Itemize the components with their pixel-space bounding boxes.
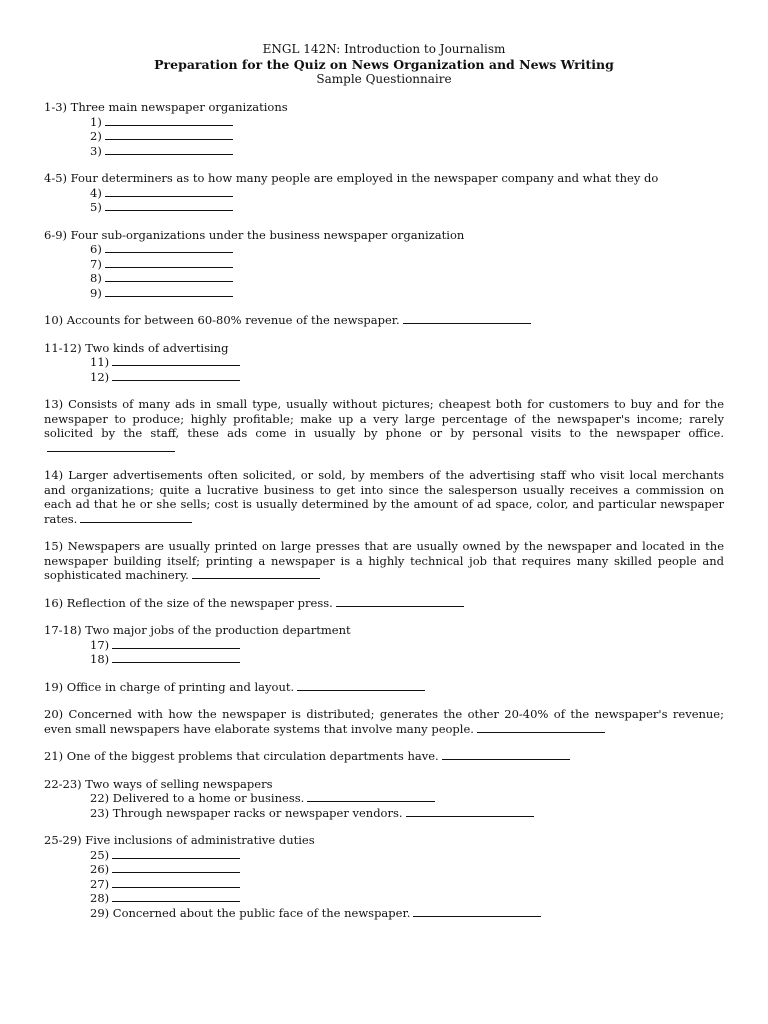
answer-line: 9)	[44, 286, 724, 301]
answer-blank[interactable]	[477, 731, 605, 733]
answer-blank[interactable]	[112, 871, 240, 873]
document-subtitle: Sample Questionnaire	[316, 72, 452, 86]
answer-blank[interactable]	[105, 251, 233, 253]
question-15	[44, 539, 724, 583]
answer-blank[interactable]	[112, 647, 240, 649]
question-prompt: 6-9) Four sub-organizations under the business newspaper organization	[44, 227, 465, 242]
question-prompt: 15) Newspapers are usually printed on large presses that are usually owned by the newspaper and located in the newspaper building itself; printing a newspaper is a highly technical job that requires many skilled people and sophisticated machinery.	[44, 539, 724, 582]
answer-line: 3)	[44, 144, 724, 159]
answer-line: 23) Through newspaper racks or newspaper vendors.	[44, 806, 724, 821]
answer-line: 25)	[44, 848, 724, 863]
question-19	[44, 680, 724, 695]
question-prompt: 22-23) Two ways of selling newspapers	[44, 776, 273, 791]
answer-blank[interactable]	[112, 886, 240, 888]
answer-blank[interactable]	[105, 124, 233, 126]
answer-line: 26)	[44, 862, 724, 877]
answer-line: 17)	[44, 638, 724, 653]
answer-blank[interactable]	[336, 605, 464, 607]
answer-blank[interactable]	[112, 900, 240, 902]
answer-blank[interactable]	[406, 815, 534, 817]
answer-blank[interactable]	[112, 661, 240, 663]
question-21	[44, 749, 724, 764]
answer-blank[interactable]	[47, 450, 175, 452]
answer-blank[interactable]	[112, 364, 240, 366]
answer-blank[interactable]	[105, 209, 233, 211]
answer-blank[interactable]	[307, 800, 435, 802]
answer-line: 22) Delivered to a home or business.	[44, 791, 724, 806]
question-prompt: 11-12) Two kinds of advertising	[44, 340, 229, 355]
answer-blank[interactable]	[403, 322, 531, 324]
question-prompt: 21) One of the biggest problems that circulation departments have.	[44, 749, 439, 763]
question-20	[44, 707, 724, 736]
answer-line: 28)	[44, 891, 724, 906]
question-prompt: 13) Consists of many ads in small type, usually without pictures; cheapest both for customers to buy and for the newspaper to produce; highly profitable; make up a very large percentage of the newspaper's income; rarely solicited by the staff, these ads come in usually by phone or by personal visits to the newspaper office.	[44, 397, 724, 440]
course-title: ENGL 142N: Introduction to Journalism	[262, 42, 506, 56]
answer-blank[interactable]	[442, 758, 570, 760]
answer-blank[interactable]	[413, 915, 541, 917]
answer-line: 7)	[44, 257, 724, 272]
answer-blank[interactable]	[112, 857, 240, 859]
question-22-23	[44, 777, 724, 821]
question-prompt: 25-29) Five inclusions of administrative duties	[44, 833, 315, 847]
answer-line: 8)	[44, 271, 724, 286]
question-prompt: 14) Larger advertisements often solicited, or sold, by members of the advertising staff who visit local merchants and organizations; quite a lucrative business to get into since the salesperson usually receives a commission on each ad that he or she sells; cost is usually determined by the amount of ad space, color, and particular newspaper rates.	[44, 468, 724, 526]
document-title: Preparation for the Quiz on News Organization and News Writing	[154, 57, 614, 72]
answer-blank[interactable]	[192, 577, 320, 579]
question-prompt: 17-18) Two major jobs of the production department	[44, 623, 351, 637]
answer-blank[interactable]	[112, 379, 240, 381]
answer-blank[interactable]	[105, 138, 233, 140]
answer-line: 2)	[44, 129, 724, 144]
answer-line: 12)	[44, 370, 724, 385]
question-14	[44, 468, 724, 526]
question-10	[44, 313, 724, 328]
questionnaire-page	[44, 42, 724, 933]
question-prompt: 10) Accounts for between 60-80% revenue of the newspaper.	[44, 313, 400, 327]
question-17-18	[44, 623, 724, 667]
answer-line: 11)	[44, 355, 724, 370]
question-11-12	[44, 341, 724, 385]
answer-line: 4)	[44, 186, 724, 201]
question-prompt: 20) Concerned with how the newspaper is distributed; generates the other 20-40% of the newspaper's revenue; even small newspapers have elaborate systems that involve many people.	[44, 707, 724, 736]
question-25-29	[44, 833, 724, 920]
answer-blank[interactable]	[105, 153, 233, 155]
question-13	[44, 397, 724, 455]
question-6-9	[44, 228, 724, 301]
answer-line: 29) Concerned about the public face of the newspaper.	[44, 906, 724, 921]
answer-line: 6)	[44, 242, 724, 257]
answer-line: 5)	[44, 200, 724, 215]
question-prompt: 16) Reflection of the size of the newspaper press.	[44, 595, 333, 610]
answer-line: 1)	[44, 115, 724, 130]
answer-line: 18)	[44, 652, 724, 667]
answer-blank[interactable]	[105, 295, 233, 297]
answer-blank[interactable]	[105, 195, 233, 197]
question-prompt: 1-3) Three main newspaper organizations	[44, 100, 288, 114]
question-16	[44, 596, 724, 611]
answer-blank[interactable]	[297, 689, 425, 691]
question-1-3	[44, 100, 724, 158]
question-prompt: 19) Office in charge of printing and layout.	[44, 679, 295, 694]
answer-line: 27)	[44, 877, 724, 892]
answer-blank[interactable]	[105, 266, 233, 268]
question-prompt: 4-5) Four determiners as to how many people are employed in the newspaper company and what they do	[44, 171, 659, 185]
document-header	[44, 42, 724, 87]
answer-blank[interactable]	[105, 280, 233, 282]
question-4-5	[44, 171, 724, 215]
answer-blank[interactable]	[80, 521, 192, 523]
